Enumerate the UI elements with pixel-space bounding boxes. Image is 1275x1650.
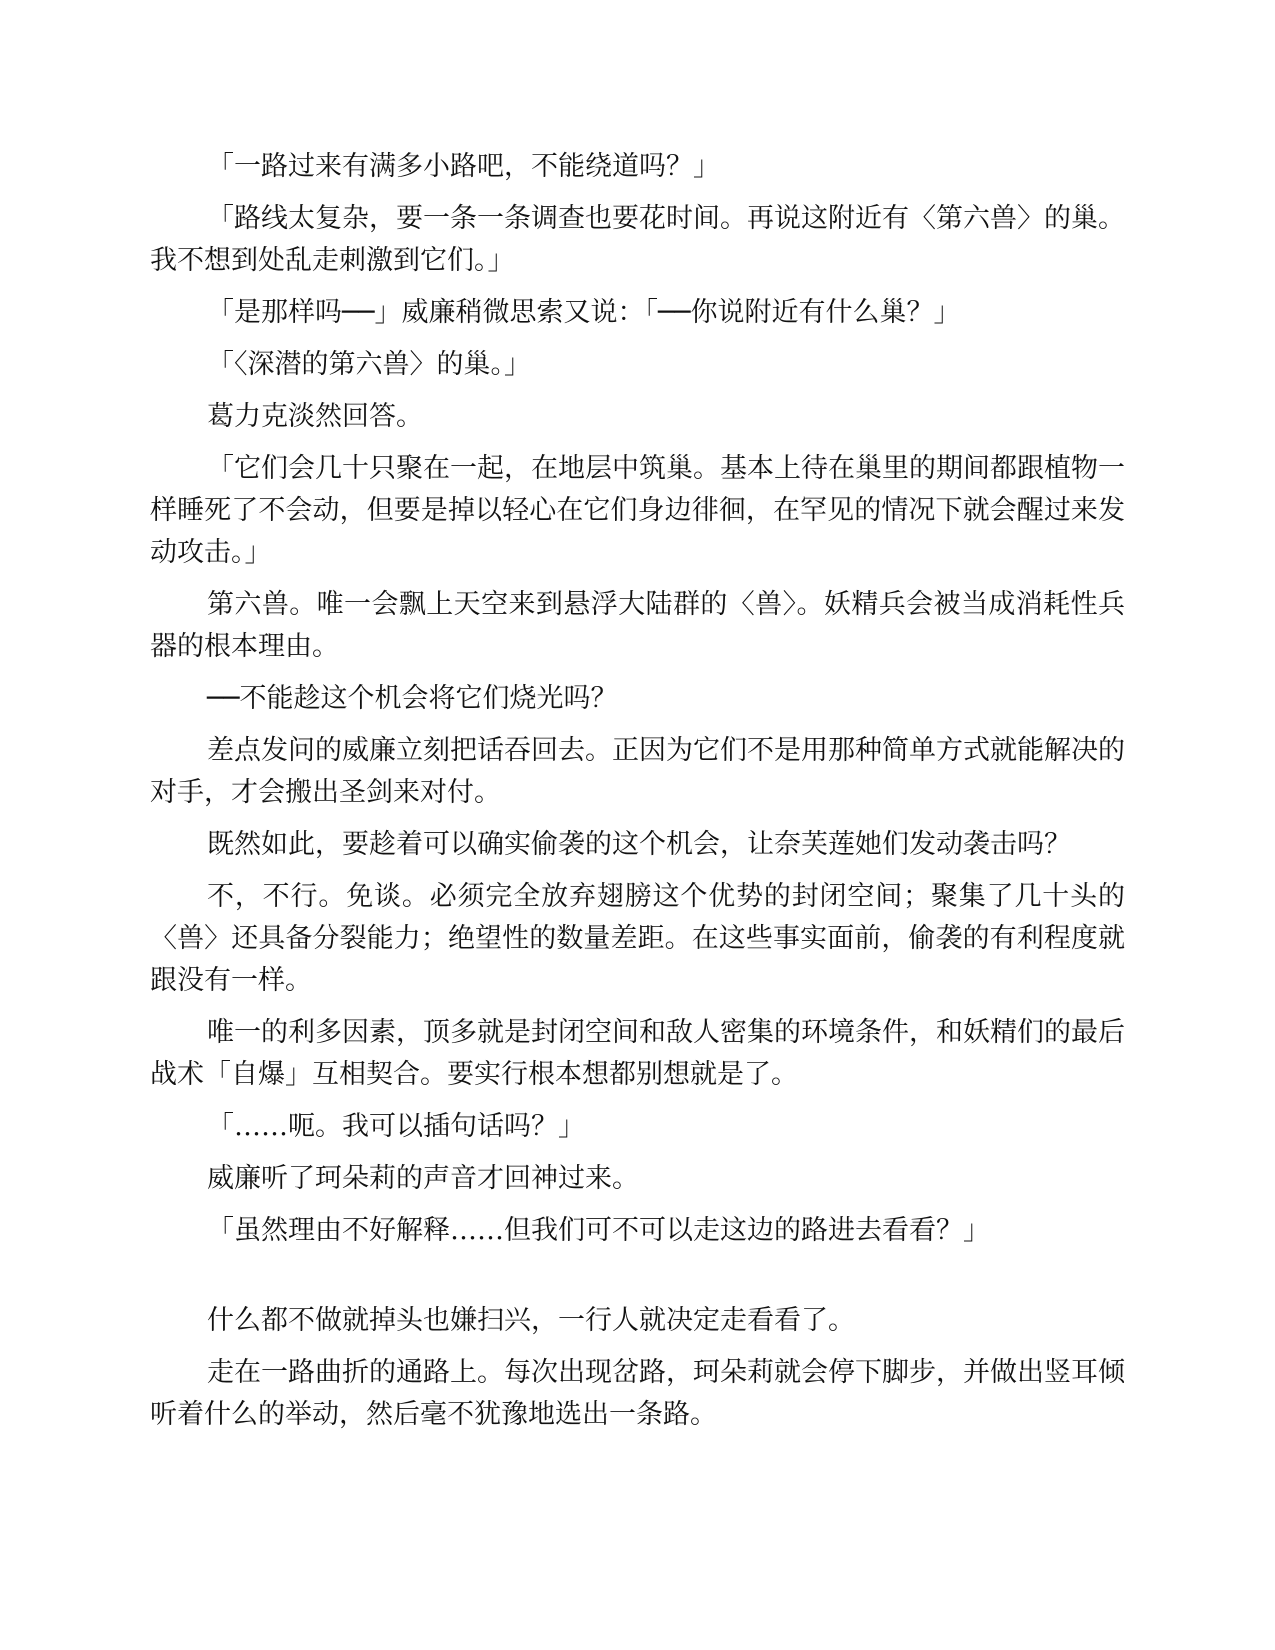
paragraph: 差点发问的威廉立刻把话吞回去。正因为它们不是用那种简单方式就能解决的对手，才会搬出圣剑来对付。 bbox=[150, 735, 1125, 808]
paragraph: 什么都不做就掉头也嫌扫兴，一行人就决定走看看了。 bbox=[207, 1305, 855, 1336]
paragraph: 唯一的利多因素，顶多就是封闭空间和敌人密集的环境条件，和妖精们的最后战术「自爆」互相契合。要实行根本想都别想就是了。 bbox=[150, 1017, 1125, 1090]
paragraph: 不，不行。免谈。必须完全放弃翅膀这个优势的封闭空间；聚集了几十头的〈兽〉还具备分裂能力；绝望性的数量差距。在这些事实面前，偷袭的有利程度就跟没有一样。 bbox=[150, 881, 1125, 996]
document-page bbox=[150, 146, 1125, 1446]
paragraph: 「它们会几十只聚在一起，在地层中筑巢。基本上待在巢里的期间都跟植物一样睡死了不会动，但要是掉以轻心在它们身边徘徊，在罕见的情况下就会醒过来发动攻击。」 bbox=[150, 453, 1125, 568]
paragraph: 「是那样吗──」威廉稍微思索又说：「──你说附近有什么巢？」 bbox=[207, 297, 961, 328]
paragraph: 葛力克淡然回答。 bbox=[207, 401, 423, 432]
paragraph: ──不能趁这个机会将它们烧光吗？ bbox=[207, 683, 618, 714]
paragraph: 「虽然理由不好解释……但我们可不可以走这边的路进去看看？」 bbox=[207, 1215, 990, 1246]
paragraph: 「一路过来有满多小路吧，不能绕道吗？」 bbox=[207, 151, 720, 182]
paragraph: 既然如此，要趁着可以确实偷袭的这个机会，让奈芙莲她们发动袭击吗？ bbox=[207, 829, 1071, 860]
paragraph: 威廉听了珂朵莉的声音才回神过来。 bbox=[207, 1163, 639, 1194]
paragraph: 「路线太复杂，要一条一条调查也要花时间。再说这附近有〈第六兽〉的巢。我不想到处乱走刺激到它们。」 bbox=[150, 203, 1125, 276]
paragraph: 第六兽。唯一会飘上天空来到悬浮大陆群的〈兽〉。妖精兵会被当成消耗性兵器的根本理由。 bbox=[150, 589, 1125, 662]
paragraph: 走在一路曲折的通路上。每次出现岔路，珂朵莉就会停下脚步，并做出竖耳倾听着什么的举动，然后毫不犹豫地选出一条路。 bbox=[150, 1357, 1125, 1430]
section-break bbox=[150, 1262, 1125, 1300]
paragraph: 「〈深潜的第六兽〉的巢。」 bbox=[207, 349, 531, 380]
paragraph: 「……呃。我可以插句话吗？」 bbox=[207, 1111, 585, 1142]
